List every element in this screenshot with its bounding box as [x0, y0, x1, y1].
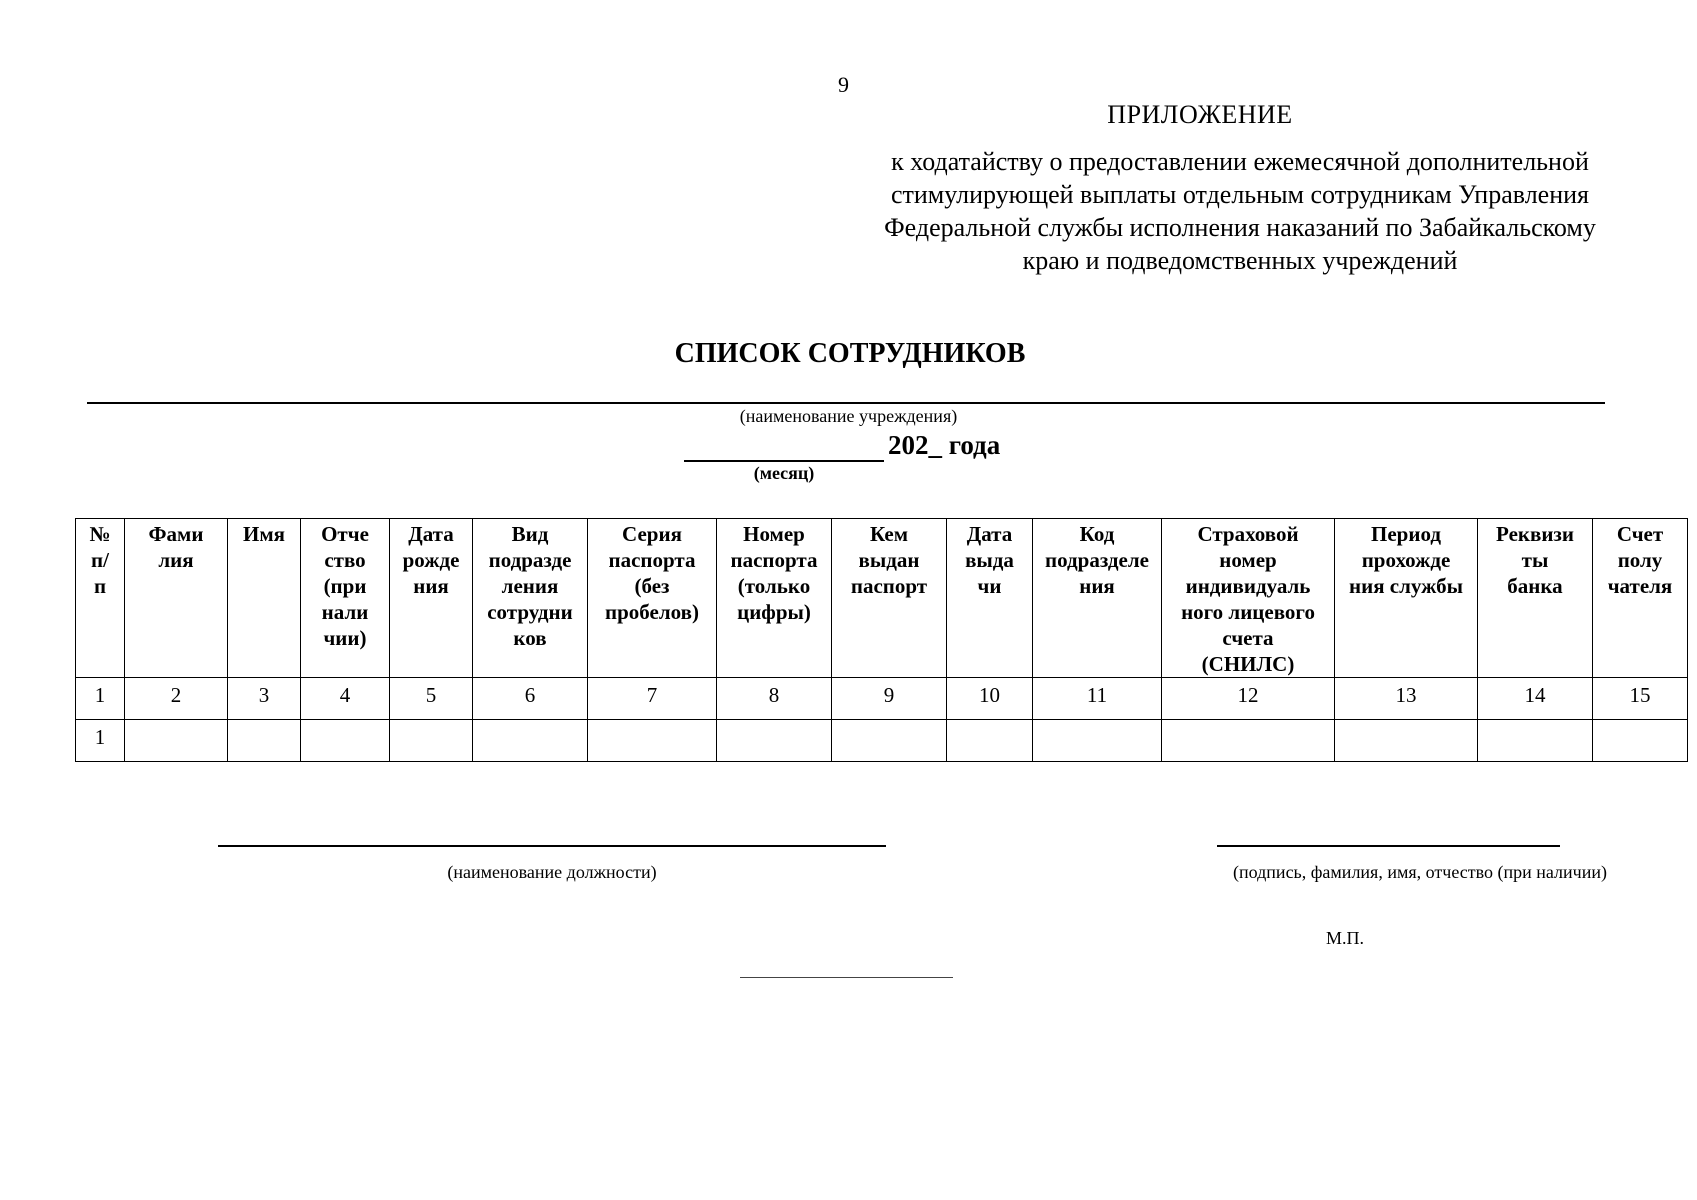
column-header-line: банка: [1507, 574, 1563, 598]
column-header: [832, 519, 947, 678]
institution-caption: (наименование учреждения): [739, 406, 958, 426]
column-header-line: Кем: [869, 522, 909, 546]
column-header: [1335, 519, 1478, 678]
appendix-title: ПРИЛОЖЕНИЕ: [1107, 100, 1293, 129]
column-header-line: подразделе: [1045, 548, 1149, 572]
column-header-line: ты: [1521, 548, 1549, 572]
column-header: [125, 519, 228, 678]
position-caption: (наименование должности): [447, 862, 657, 882]
column-number: 13: [1335, 678, 1478, 720]
column-header-line: (СНИЛС): [1201, 652, 1295, 676]
column-header-line: лия: [158, 548, 194, 572]
column-header-line: нали: [321, 600, 369, 624]
column-header-line: Номер: [743, 522, 805, 546]
appendix-line: Федеральной службы исполнения наказаний по Забайкальскому: [884, 213, 1596, 242]
column-number: 4: [301, 678, 390, 720]
column-header-line: счета: [1222, 626, 1274, 650]
column-number: 1: [76, 678, 125, 720]
column-header-line: паспорта: [608, 548, 696, 572]
document-title: СПИСОК СОТРУДНИКОВ: [674, 338, 1026, 369]
stamp-place: М.П.: [1326, 928, 1365, 948]
column-number: 9: [832, 678, 947, 720]
column-header-line: подразде: [488, 548, 572, 572]
year-text: 202_ года: [888, 430, 1001, 460]
column-header-line: Фами: [148, 522, 204, 546]
table-cell: [1162, 720, 1335, 762]
month-caption: (месяц): [753, 463, 815, 483]
table-cell: [1033, 720, 1162, 762]
column-number: 5: [390, 678, 473, 720]
column-header-line: сотрудни: [487, 600, 573, 624]
column-header-line: номер: [1219, 548, 1277, 572]
table-cell: [390, 720, 473, 762]
column-header-line: ния службы: [1349, 574, 1463, 598]
column-header-line: Код: [1079, 522, 1115, 546]
column-header-line: ления: [501, 574, 559, 598]
column-header-line: (без: [634, 574, 670, 598]
column-header-line: цифры): [737, 600, 811, 624]
table-cell: [1335, 720, 1478, 762]
column-header-line: п: [93, 574, 107, 598]
column-header: [228, 519, 301, 678]
column-number: 14: [1478, 678, 1593, 720]
column-header-line: Дата: [408, 522, 454, 546]
table-cell: [1593, 720, 1688, 762]
employee-list-table: [75, 518, 1688, 762]
column-header-line: Вид: [511, 522, 549, 546]
table-cell: [125, 720, 228, 762]
column-header-line: п/: [91, 548, 109, 572]
column-header-line: чателя: [1607, 574, 1673, 598]
column-header-line: Страховой: [1197, 522, 1299, 546]
column-header-line: Счет: [1616, 522, 1664, 546]
appendix-line: к ходатайству о предоставлении ежемесячной дополнительной: [891, 147, 1589, 176]
appendix-line: краю и подведомственных учреждений: [1022, 246, 1458, 275]
column-header-line: (только: [737, 574, 811, 598]
table-cell: [1478, 720, 1593, 762]
table-cell: [717, 720, 832, 762]
column-header-line: рожде: [402, 548, 460, 572]
column-number: 15: [1593, 678, 1688, 720]
table-cell: [301, 720, 390, 762]
signature-caption: (подпись, фамилия, имя, отчество (при наличии): [1233, 862, 1607, 882]
column-number: 11: [1033, 678, 1162, 720]
page-number: 9: [838, 72, 849, 97]
appendix-line: стимулирующей выплаты отдельным сотрудникам Управления: [890, 180, 1589, 209]
column-number: 7: [588, 678, 717, 720]
month-blank-line: [684, 460, 884, 462]
table-cell: [588, 720, 717, 762]
column-header-line: ния: [413, 574, 449, 598]
column-header-line: чии): [323, 626, 367, 650]
column-header-line: Реквизи: [1496, 522, 1574, 546]
column-header: [76, 519, 125, 678]
column-number: 2: [125, 678, 228, 720]
column-number: 8: [717, 678, 832, 720]
column-header-line: №: [89, 522, 111, 546]
appendix-description: [800, 145, 1680, 277]
column-header-line: индивидуаль: [1185, 574, 1311, 598]
table-cell: [473, 720, 588, 762]
column-header: [390, 519, 473, 678]
column-header-line: Период: [1371, 522, 1441, 546]
column-header-line: выда: [965, 548, 1014, 572]
column-number: 12: [1162, 678, 1335, 720]
column-header: [1033, 519, 1162, 678]
column-header-line: паспорта: [730, 548, 818, 572]
table-cell: 1: [76, 720, 125, 762]
column-header-line: Отче: [321, 522, 369, 546]
column-header-line: чи: [977, 574, 1002, 598]
column-header-line: пробелов): [605, 600, 699, 624]
column-number: 6: [473, 678, 588, 720]
column-header: [473, 519, 588, 678]
column-header: [588, 519, 717, 678]
table-cell: [832, 720, 947, 762]
column-header-line: ство: [324, 548, 366, 572]
column-header-line: паспорт: [850, 574, 928, 598]
column-header-line: прохожде: [1361, 548, 1451, 572]
column-header-line: Дата: [966, 522, 1013, 546]
column-header: [1162, 519, 1335, 678]
column-header-line: выдан: [858, 548, 920, 572]
table-row: [76, 720, 1688, 762]
position-blank-line: [218, 845, 886, 847]
column-header-line: ния: [1079, 574, 1115, 598]
column-header: [717, 519, 832, 678]
column-number: 3: [228, 678, 301, 720]
column-header-line: ков: [513, 626, 547, 650]
table-cell: [947, 720, 1033, 762]
column-header: [301, 519, 390, 678]
column-header: [1478, 519, 1593, 678]
table-header-row: [76, 519, 1688, 678]
column-header-line: Серия: [622, 522, 682, 546]
column-number: 10: [947, 678, 1033, 720]
footer-divider: [740, 977, 953, 978]
column-header-line: Имя: [243, 522, 285, 546]
column-header: [1593, 519, 1688, 678]
column-header-line: (при: [323, 574, 367, 598]
signature-blank-line: [1217, 845, 1560, 847]
table-cell: [228, 720, 301, 762]
column-header-line: полу: [1617, 548, 1663, 572]
column-number-row: [76, 678, 1688, 720]
column-header-line: ного лицевого: [1181, 600, 1315, 624]
column-header: [947, 519, 1033, 678]
institution-blank-line: [87, 402, 1605, 404]
